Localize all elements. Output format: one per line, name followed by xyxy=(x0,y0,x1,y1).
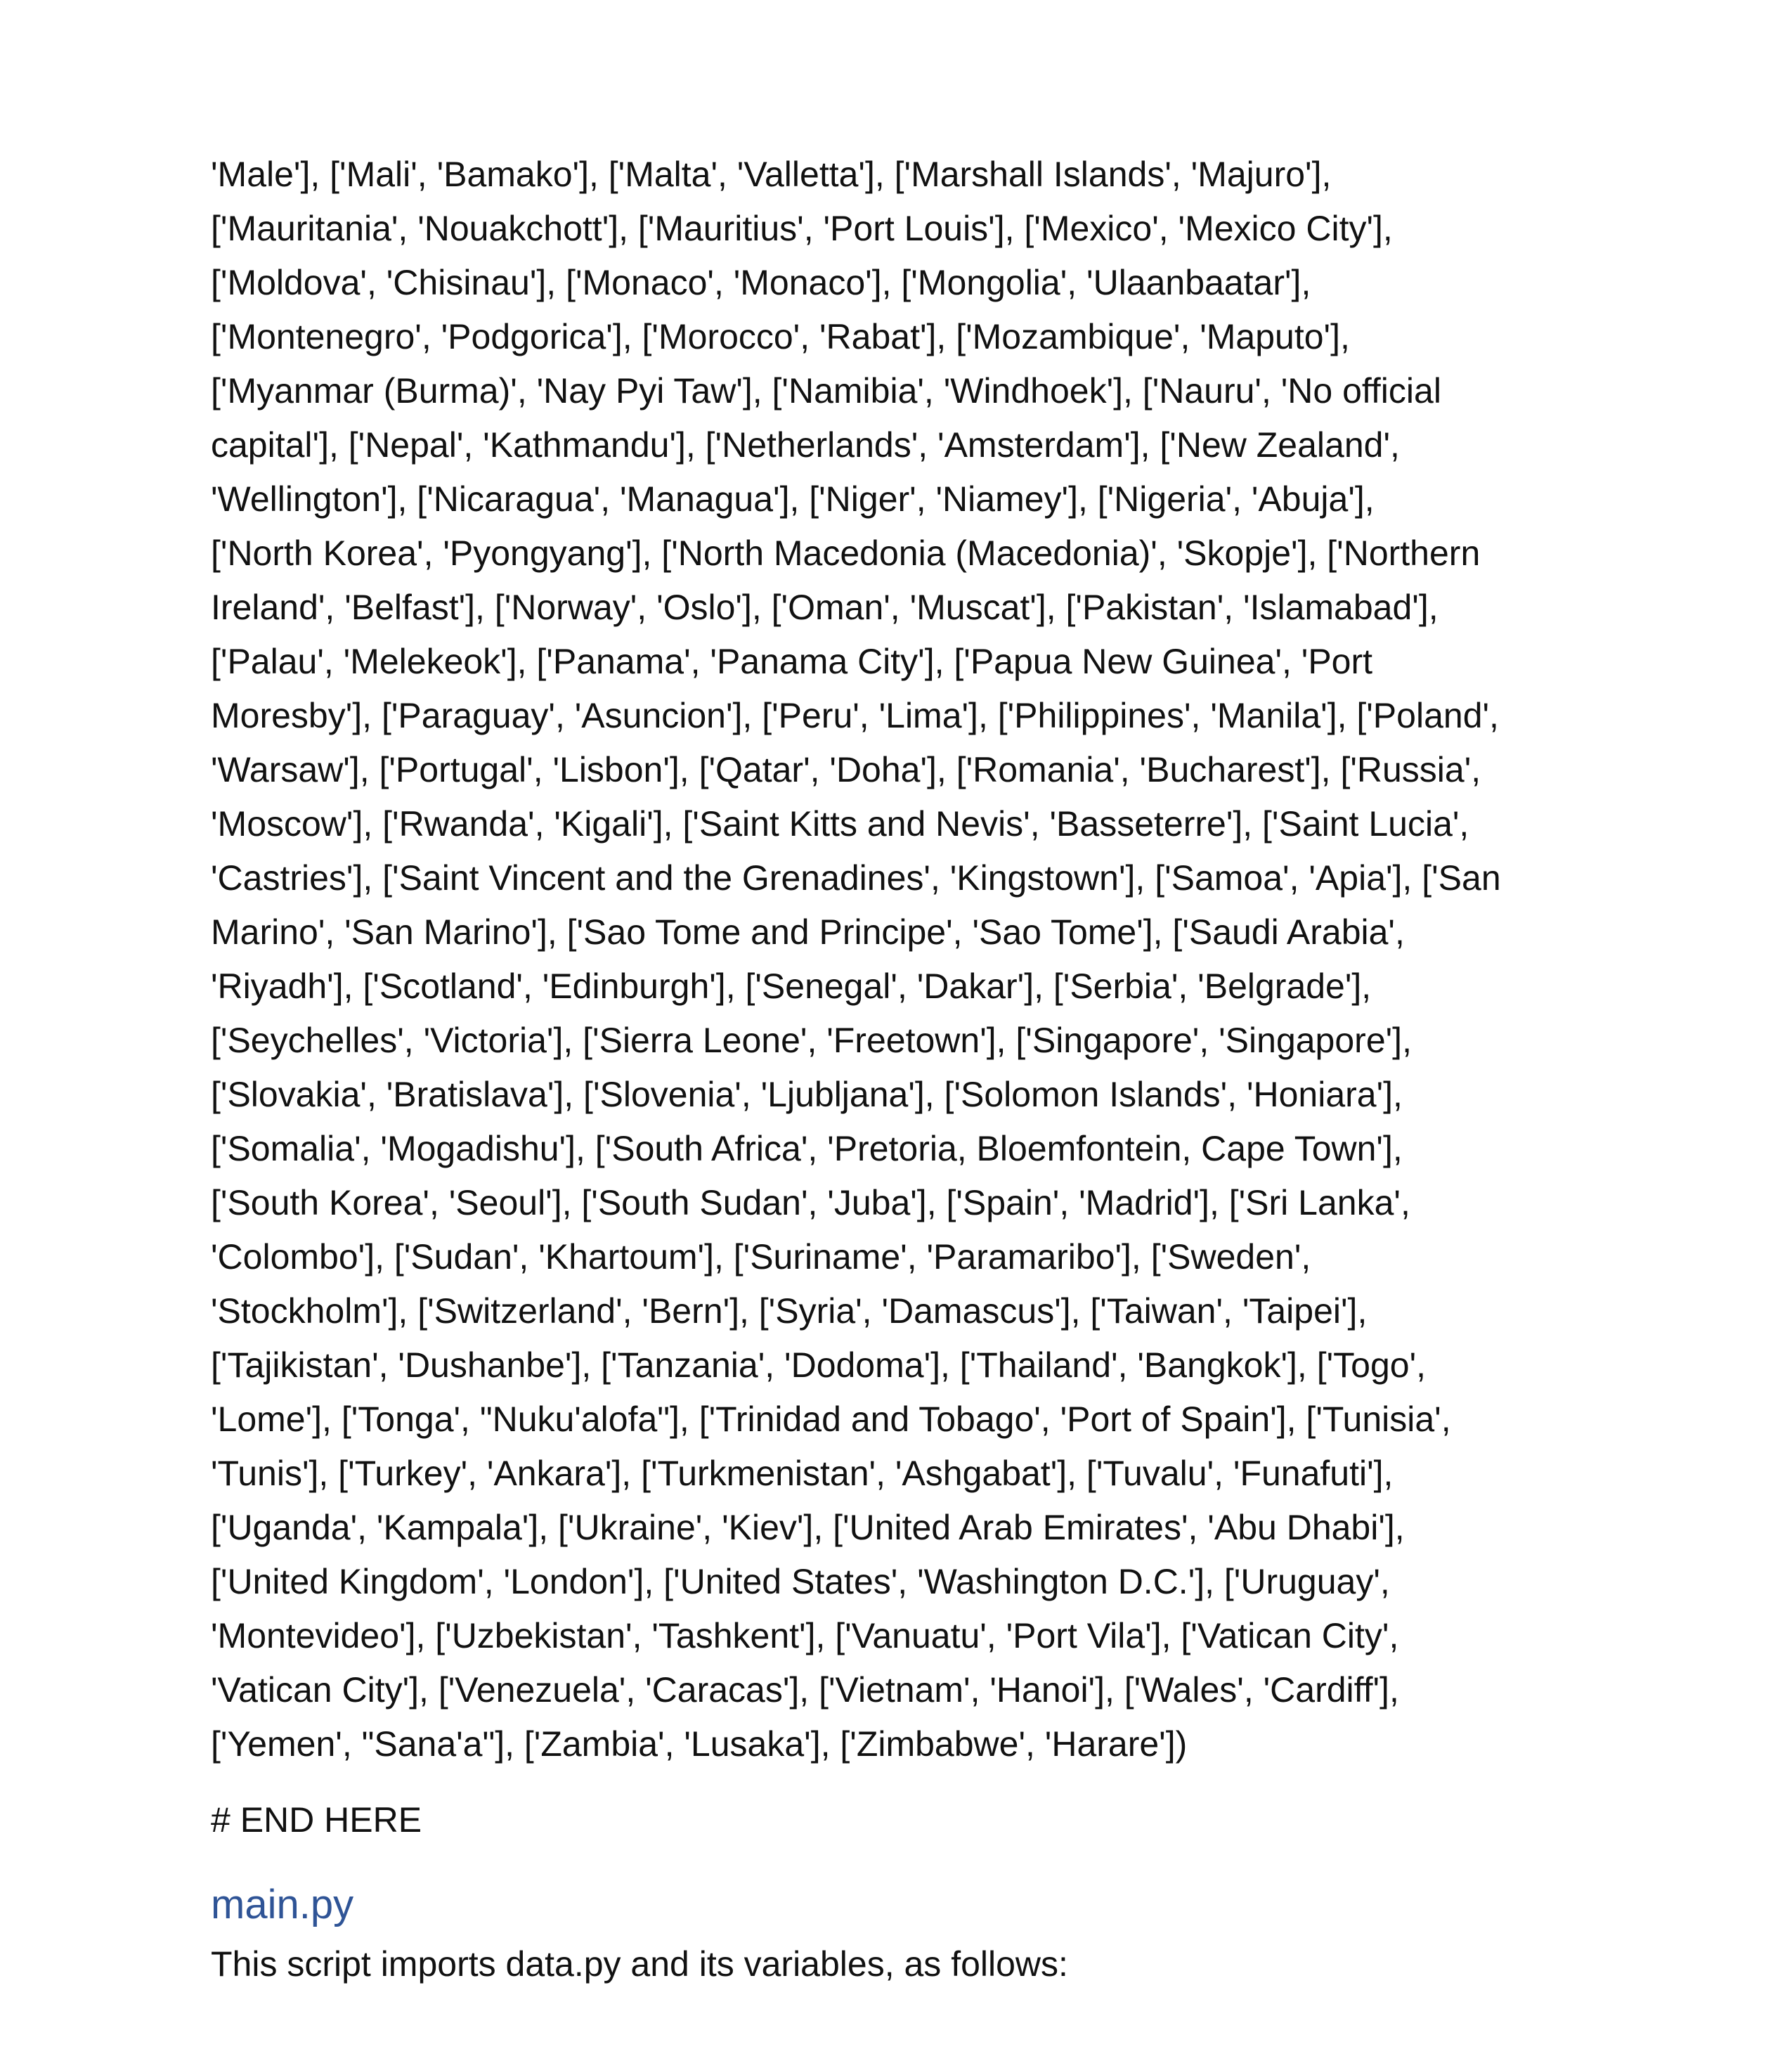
code-line: ['Montenegro', 'Podgorica'], ['Morocco', 'Rabat'], ['Mozambique', 'Maputo'], xyxy=(211,317,1350,356)
code-line: ['Tajikistan', 'Dushanbe'], ['Tanzania', 'Dodoma'], ['Thailand', 'Bangkok'], ['Togo', xyxy=(211,1345,1427,1385)
code-line: Moresby'], ['Paraguay', 'Asuncion'], ['Peru', 'Lima'], ['Philippines', 'Manila'], ['Poland', xyxy=(211,696,1499,735)
code-line: 'Castries'], ['Saint Vincent and the Grenadines', 'Kingstown'], ['Samoa', 'Apia'], ['San xyxy=(211,858,1501,898)
code-line: ['Yemen', "Sana'a"], ['Zambia', 'Lusaka'], ['Zimbabwe', 'Harare']) xyxy=(211,1724,1188,1764)
code-line: 'Warsaw'], ['Portugal', 'Lisbon'], ['Qatar', 'Doha'], ['Romania', 'Bucharest'], ['Russia', xyxy=(211,750,1481,789)
code-line: capital'], ['Nepal', 'Kathmandu'], ['Netherlands', 'Amsterdam'], ['New Zealand', xyxy=(211,425,1400,465)
document-content xyxy=(211,148,1630,1991)
code-line: 'Vatican City'], ['Venezuela', 'Caracas'], ['Vietnam', 'Hanoi'], ['Wales', 'Cardiff'], xyxy=(211,1670,1399,1710)
code-line: ['Seychelles', 'Victoria'], ['Sierra Leone', 'Freetown'], ['Singapore', 'Singapore'], xyxy=(211,1021,1412,1060)
code-line: 'Wellington'], ['Nicaragua', 'Managua'], ['Niger', 'Niamey'], ['Nigeria', 'Abuja'], xyxy=(211,479,1375,519)
code-line: 'Riyadh'], ['Scotland', 'Edinburgh'], ['Senegal', 'Dakar'], ['Serbia', 'Belgrade'], xyxy=(211,967,1372,1006)
code-line: ['United Kingdom', 'London'], ['United States', 'Washington D.C.'], ['Uruguay', xyxy=(211,1562,1390,1601)
code-line: 'Colombo'], ['Sudan', 'Khartoum'], ['Suriname', 'Paramaribo'], ['Sweden', xyxy=(211,1237,1311,1277)
code-line: 'Stockholm'], ['Switzerland', 'Bern'], ['Syria', 'Damascus'], ['Taiwan', 'Taipei'], xyxy=(211,1291,1368,1331)
code-line: ['Uganda', 'Kampala'], ['Ukraine', 'Kiev'], ['United Arab Emirates', 'Abu Dhabi'], xyxy=(211,1508,1405,1547)
code-line: ['Slovakia', 'Bratislava'], ['Slovenia', 'Ljubljana'], ['Solomon Islands', 'Honiara'], xyxy=(211,1075,1403,1114)
code-line: ['Palau', 'Melekeok'], ['Panama', 'Panama City'], ['Papua New Guinea', 'Port xyxy=(211,642,1373,681)
code-line: 'Male'], ['Mali', 'Bamako'], ['Malta', 'Valletta'], ['Marshall Islands', 'Majuro'], xyxy=(211,155,1332,194)
code-line: ['Somalia', 'Mogadishu'], ['South Africa', 'Pretoria, Bloemfontein, Cape Town'], xyxy=(211,1129,1403,1168)
code-block xyxy=(211,148,1630,1771)
code-line: 'Moscow'], ['Rwanda', 'Kigali'], ['Saint Kitts and Nevis', 'Basseterre'], ['Saint Lucia', xyxy=(211,804,1469,844)
section-heading: main.py xyxy=(211,1882,354,1927)
code-line: 'Lome'], ['Tonga', "Nuku'alofa"], ['Trinidad and Tobago', 'Port of Spain'], ['Tunisia', xyxy=(211,1400,1451,1439)
end-marker-comment: # END HERE xyxy=(211,1800,422,1840)
code-line: ['North Korea', 'Pyongyang'], ['North Macedonia (Macedonia)', 'Skopje'], ['Northern xyxy=(211,534,1481,573)
code-line: 'Tunis'], ['Turkey', 'Ankara'], ['Turkmenistan', 'Ashgabat'], ['Tuvalu', 'Funafuti'], xyxy=(211,1454,1394,1493)
code-line: ['Myanmar (Burma)', 'Nay Pyi Taw'], ['Namibia', 'Windhoek'], ['Nauru', 'No official xyxy=(211,371,1441,411)
code-line: Ireland', 'Belfast'], ['Norway', 'Oslo'], ['Oman', 'Muscat'], ['Pakistan', 'Islamabad'], xyxy=(211,588,1439,627)
intro-paragraph: This script imports data.py and its variables, as follows: xyxy=(211,1944,1068,1984)
code-line: ['South Korea', 'Seoul'], ['South Sudan', 'Juba'], ['Spain', 'Madrid'], ['Sri Lanka', xyxy=(211,1183,1410,1222)
code-line: ['Moldova', 'Chisinau'], ['Monaco', 'Monaco'], ['Mongolia', 'Ulaanbaatar'], xyxy=(211,263,1311,302)
code-line: ['Mauritania', 'Nouakchott'], ['Mauritius', 'Port Louis'], ['Mexico', 'Mexico City'], xyxy=(211,209,1393,248)
code-line: Marino', 'San Marino'], ['Sao Tome and Principe', 'Sao Tome'], ['Saudi Arabia', xyxy=(211,912,1405,952)
code-line: 'Montevideo'], ['Uzbekistan', 'Tashkent'], ['Vanuatu', 'Port Vila'], ['Vatican City', xyxy=(211,1616,1399,1655)
